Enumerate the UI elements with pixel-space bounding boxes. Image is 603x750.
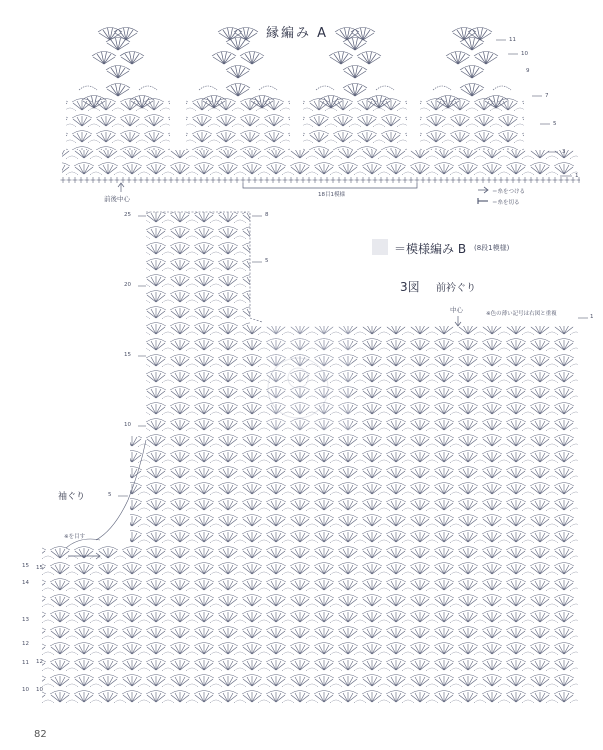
row-right-5: 5 bbox=[265, 258, 269, 264]
overlap-note: ※色の薄い記号は右図と重複 bbox=[486, 311, 557, 317]
legend-cut: ＝糸を切る bbox=[492, 200, 520, 206]
strip-row-13: 13 bbox=[22, 617, 29, 623]
lower-row-15: 15 bbox=[36, 565, 43, 571]
edging-repeat-label: 18目1模様 bbox=[318, 192, 345, 198]
row-25: 25 bbox=[124, 212, 131, 218]
figure-title: 3図 bbox=[400, 280, 420, 294]
legend-attach: ＝糸をつける bbox=[492, 189, 526, 195]
edging-row-9: 9 bbox=[526, 68, 530, 74]
small-label-a: ※を目す bbox=[64, 534, 86, 540]
row-right-1: 1 bbox=[590, 314, 594, 320]
figure-subtitle: 前衿ぐり bbox=[436, 283, 476, 294]
page-number: 82 bbox=[34, 729, 47, 740]
lower-row-10: 10 bbox=[36, 687, 43, 693]
row-5: 5 bbox=[108, 492, 112, 498]
edging-row-7: 7 bbox=[545, 93, 549, 99]
edging-row-5: 5 bbox=[553, 121, 557, 127]
edging-title: 縁編み A bbox=[266, 26, 329, 41]
edging-row-10: 10 bbox=[521, 51, 528, 57]
edging-row-1: 1 bbox=[575, 173, 579, 179]
row-right-8: 8 bbox=[265, 212, 269, 218]
edging-a-chart bbox=[60, 28, 580, 205]
strip-row-14: 14 bbox=[22, 580, 29, 586]
strip-row-12: 12 bbox=[22, 641, 29, 647]
edging-row-3: 3 bbox=[562, 149, 566, 155]
row-20: 20 bbox=[124, 282, 131, 288]
pattern-b-legend-sub: (8段1模様) bbox=[474, 244, 510, 252]
row-10: 10 bbox=[124, 422, 131, 428]
armhole-label: 袖ぐり bbox=[58, 492, 86, 502]
pattern-b-legend: ＝模様編み B bbox=[394, 242, 467, 256]
strip-row-10: 10 bbox=[22, 687, 29, 693]
strip-row-11: 11 bbox=[22, 660, 29, 666]
edging-center-label: 前後中心 bbox=[104, 195, 130, 203]
center-label: 中心 bbox=[450, 306, 463, 314]
lower-row-12: 12 bbox=[36, 659, 43, 665]
strip-row-15: 15 bbox=[22, 563, 29, 569]
edging-row-11: 11 bbox=[509, 37, 516, 43]
legend-swatch bbox=[372, 239, 388, 255]
row-15: 15 bbox=[124, 352, 131, 358]
